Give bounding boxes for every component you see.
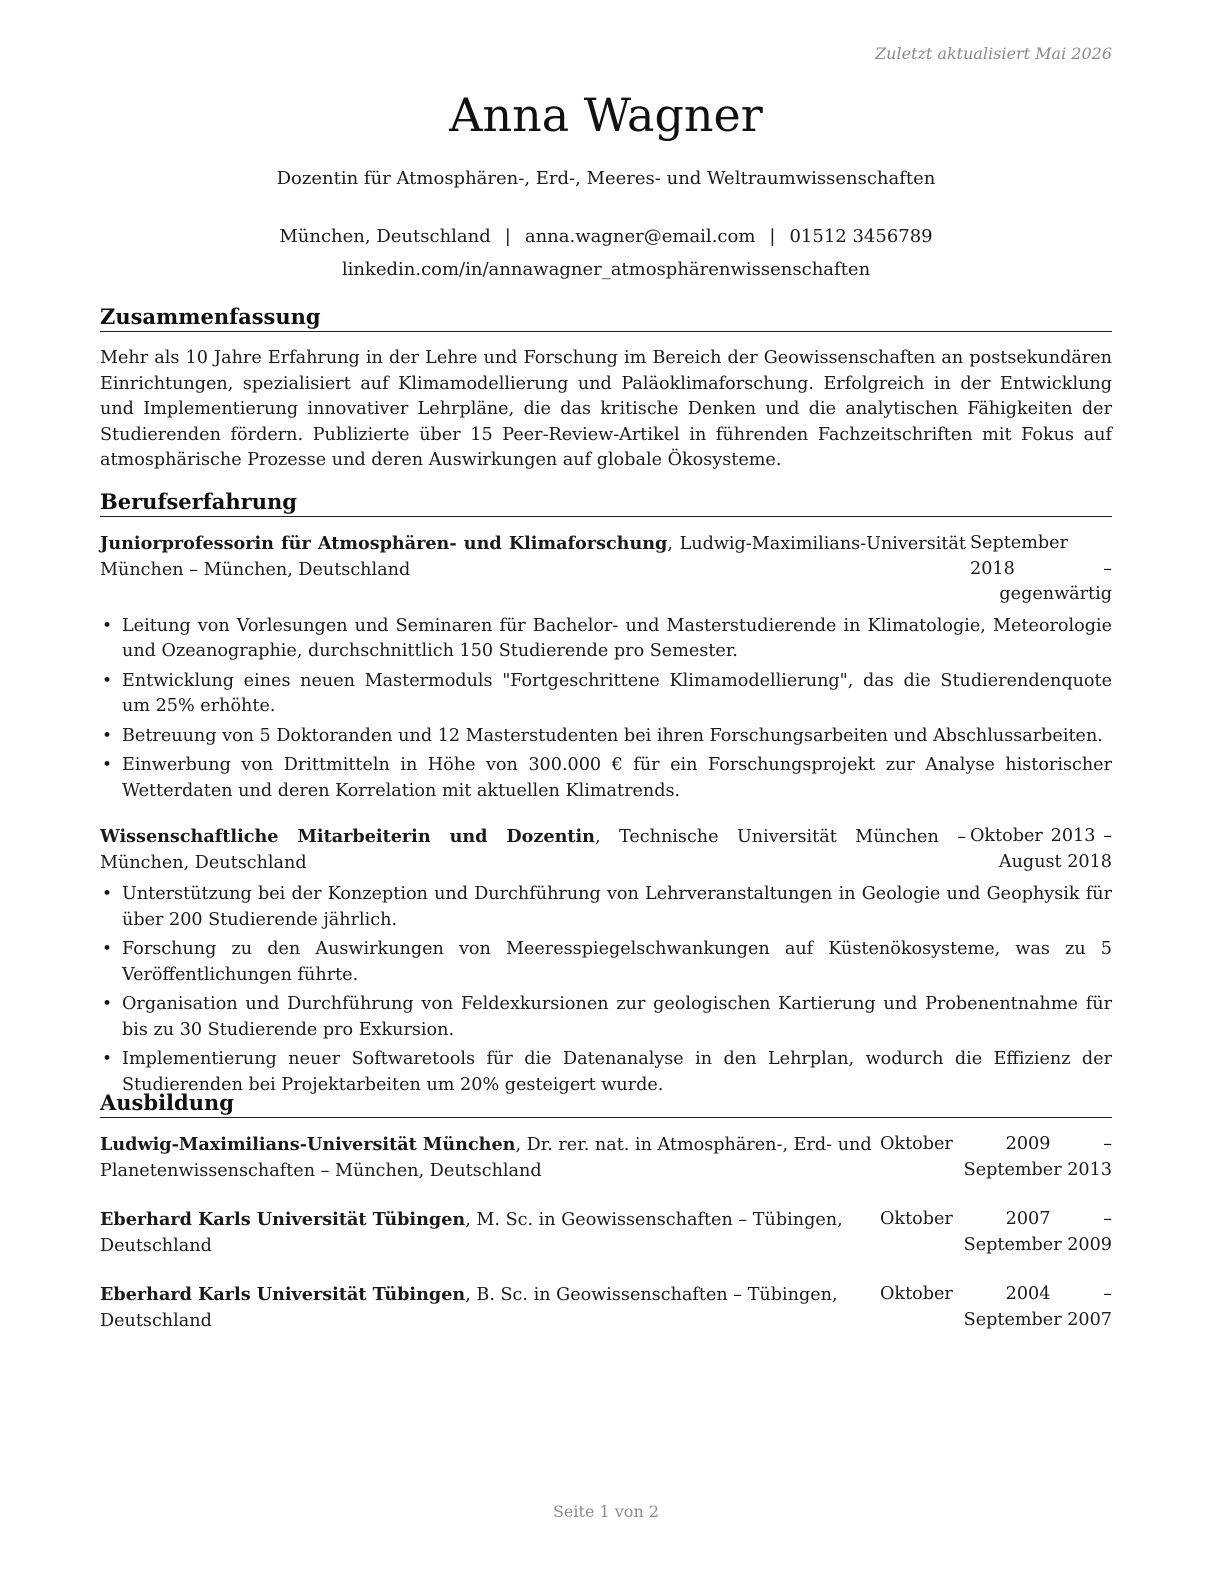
linkedin-link[interactable]: linkedin.com/in/annawagner_atmosphärenwissenschaften xyxy=(341,259,871,280)
job-title-line xyxy=(100,824,970,876)
contact-block xyxy=(100,220,1112,286)
section-title-experience: Berufserfahrung xyxy=(100,489,1112,517)
last-updated: Zuletzt aktualisiert Mai 2026 xyxy=(875,44,1112,63)
education-line xyxy=(100,1282,880,1334)
education-institution: Eberhard Karls Universität Tübingen xyxy=(100,1209,466,1230)
job-bullets xyxy=(100,882,1112,1098)
summary-text: Mehr als 10 Jahre Erfahrung in der Lehre und Forschung im Bereich der Geowissenschaften an postsekundären Einrichtungen, spezialisiert auf Klimamodellierung und Paläoklimaforschung. Erfolgreich in der Entwicklung und Implementierung innovativer Lehrpläne, die das kritische Denken und die analytischen Fähigkeiten der Studierenden fördern. Publizierte über 15 Peer-Review-Artikel in führenden Fachzeitschriften mit Fokus auf atmosphärische Prozesse und deren Auswirkungen auf globale Ökosysteme. xyxy=(100,348,1112,470)
bullet-item: • Implementierung neuer Softwaretools für die Datenanalyse in den Lehrplan, wodurch die Effizienz der Studierenden bei Projektarbeiten um 20% gesteigert wurde. xyxy=(100,1047,1112,1098)
job-date: Oktober 2013 – August 2018 xyxy=(970,826,1112,872)
bullet-item: • Forschung zu den Auswirkungen von Meeresspiegelschwankungen auf Küstenökosysteme, was zu 5 Veröffentlichungen führte. xyxy=(100,937,1112,988)
email-link[interactable]: anna.wagner@email.com xyxy=(524,226,756,247)
education-entry xyxy=(100,1282,1112,1334)
contact-line xyxy=(100,220,1112,253)
bullet-item: • Organisation und Durchführung von Feldexkursionen zur geologischen Kartierung und Probenentnahme für bis zu 30 Studierende pro Exkursion. xyxy=(100,992,1112,1043)
education-entry xyxy=(100,1132,1112,1184)
job-organization: , Ludwig-Maximilians-Universität München – München, Deutschland xyxy=(100,534,966,580)
education-line xyxy=(100,1132,880,1184)
job-date: September 2018 – gegenwärtig xyxy=(970,533,1112,604)
job-entry xyxy=(100,531,1112,804)
education-entry xyxy=(100,1207,1112,1259)
education-date: Oktober 2004 – September 2007 xyxy=(880,1284,1112,1330)
education-date: Oktober 2007 – September 2009 xyxy=(880,1209,1112,1255)
separator: | xyxy=(769,226,776,247)
separator: | xyxy=(504,226,511,247)
job-bullets xyxy=(100,614,1112,805)
education-line xyxy=(100,1207,880,1259)
education-institution: Ludwig-Maximilians-Universität München xyxy=(100,1134,516,1155)
bullet-item: • Einwerbung von Drittmitteln in Höhe von 300.000 € für ein Forschungsprojekt zur Analyse historischer Wetterdaten und deren Korrelation mit aktuellen Klimatrends. xyxy=(100,753,1112,804)
job-role: Juniorprofessorin für Atmosphären- und Klimaforschung xyxy=(100,533,668,554)
subtitle: Dozentin für Atmosphären-, Erd-, Meeres- und Weltraumwissenschaften xyxy=(276,168,936,189)
job-header xyxy=(100,531,1112,608)
job-header xyxy=(100,824,1112,876)
job-role: Wissenschaftliche Mitarbeiterin und Dozentin xyxy=(100,826,595,847)
bullet-item: • Betreuung von 5 Doktoranden und 12 Masterstudenten bei ihren Forschungsarbeiten und Abschlussarbeiten. xyxy=(100,724,1112,750)
education-date: Oktober 2009 – September 2013 xyxy=(880,1134,1112,1180)
education-section xyxy=(100,1090,1112,1334)
job-title-line xyxy=(100,531,970,583)
education-degree: , Dr. rer. nat. in Atmosphären-, Erd- und Planetenwissenschaften – München, Deutschland xyxy=(100,1135,872,1181)
section-title-summary: Zusammenfassung xyxy=(100,304,1112,332)
phone-link[interactable]: 01512 3456789 xyxy=(789,226,933,247)
resume-page xyxy=(100,0,1112,1584)
location: München, Deutschland xyxy=(279,226,491,247)
bullet-item: • Leitung von Vorlesungen und Seminaren für Bachelor- und Masterstudierende in Klimatologie, Meteorologie und Ozeanographie, durchschnittlich 150 Studierende pro Semester. xyxy=(100,614,1112,665)
job-organization: , Technische Universität München – München, Deutschland xyxy=(100,827,966,873)
page-number: Seite 1 von 2 xyxy=(552,1502,660,1521)
summary-section xyxy=(100,304,1112,474)
education-degree: , M. Sc. in Geowissenschaften – Tübingen, Deutschland xyxy=(100,1210,843,1256)
education-degree: , B. Sc. in Geowissenschaften – Tübingen, Deutschland xyxy=(100,1285,838,1331)
experience-section xyxy=(100,489,1112,1102)
bullet-item: • Entwicklung eines neuen Mastermoduls "Fortgeschrittene Klimamodellierung", das die Studierendenquote um 25% erhöhte. xyxy=(100,669,1112,720)
section-title-education: Ausbildung xyxy=(100,1090,1112,1118)
job-entry xyxy=(100,824,1112,1098)
education-institution: Eberhard Karls Universität Tübingen xyxy=(100,1284,466,1305)
page-title: Anna Wagner xyxy=(449,88,763,142)
bullet-item: • Unterstützung bei der Konzeption und Durchführung von Lehrveranstaltungen in Geologie und Geophysik für über 200 Studierende jährlich. xyxy=(100,882,1112,933)
